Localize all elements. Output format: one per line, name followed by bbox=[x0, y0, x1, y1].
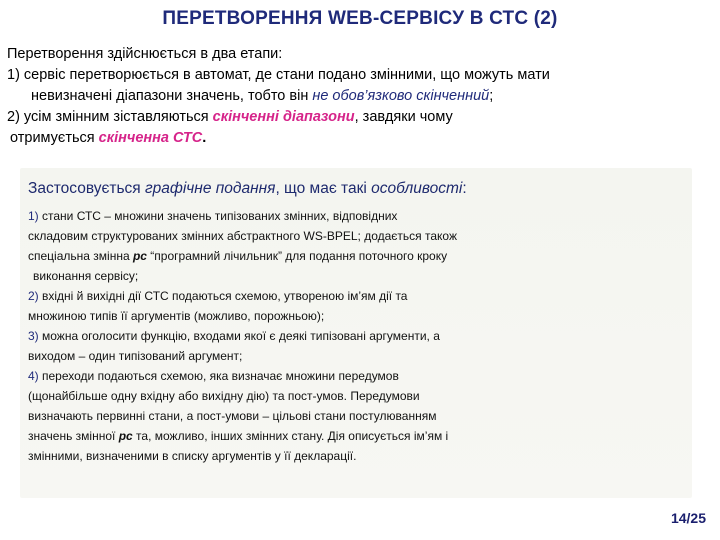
feature-item-2 bbox=[28, 286, 588, 306]
feature-item-4-line bbox=[28, 426, 588, 446]
intro-step-1-cont bbox=[7, 86, 707, 107]
lead-emphasis-2: особливості bbox=[371, 180, 463, 197]
slide-title: ПЕРЕТВОРЕННЯ WEB-СЕРВІСУ В СТС (2) bbox=[162, 8, 558, 29]
intro-block bbox=[7, 44, 707, 149]
lead-text-a: Застосовується bbox=[28, 180, 145, 197]
feature-number: 3) bbox=[28, 329, 39, 343]
intro-step-1 bbox=[7, 65, 707, 86]
feature-text: спеціальна змінна bbox=[28, 249, 133, 263]
feature-text: значень змінної bbox=[28, 429, 119, 443]
page-number: 14/25 bbox=[670, 510, 706, 526]
intro-step-2-emphasis-2: скінченна СТС bbox=[98, 130, 203, 146]
intro-step-2-emphasis: скінченні діапазони bbox=[212, 109, 355, 125]
feature-item-1-line: складовим структурованих змінних абстрактного WS-BPEL; додається також bbox=[28, 229, 457, 243]
feature-item-3-line: виходом – один типізований аргумент; bbox=[28, 349, 243, 363]
features-lead bbox=[28, 178, 668, 200]
feature-item-2-line: множиною типів її аргументів (можливо, порожньою); bbox=[28, 309, 325, 323]
feature-text: можна оголосити функцію, входами якої є деякі типізовані аргументи, а bbox=[38, 329, 440, 343]
intro-step-1-end: ; bbox=[489, 88, 494, 104]
feature-item-1-line: виконання сервісу; bbox=[33, 269, 139, 283]
intro-step-1-emphasis: не обов’язково скінченний bbox=[312, 88, 490, 104]
feature-number: 4) bbox=[28, 369, 39, 383]
intro-step-2-text-c: отримується bbox=[10, 130, 99, 146]
feature-item-1-line bbox=[28, 246, 588, 266]
feature-text: переходи подаються схемою, яка визначає множини передумов bbox=[38, 369, 399, 383]
feature-item-4-line: визначають первинні стани, а пост-умови – цільові стани постулюванням bbox=[28, 409, 437, 423]
intro-step-1-text: 1) сервіс перетворюється в автомат, де стани подано змінними, що можуть мати bbox=[7, 67, 550, 83]
feature-item-4-line: змінними, визначеними в списку аргументів у її декларації. bbox=[28, 449, 357, 463]
intro-step-2-end: . bbox=[202, 130, 207, 146]
feature-item-3 bbox=[28, 326, 588, 346]
feature-text: стани СТС – множини значень типізованих змінних, відповідних bbox=[38, 209, 398, 223]
features-list bbox=[28, 206, 588, 466]
lead-emphasis-1: графічне подання bbox=[145, 180, 276, 197]
intro-step-2 bbox=[7, 107, 707, 128]
lead-text-c: : bbox=[462, 180, 467, 197]
feature-item-1 bbox=[28, 206, 588, 226]
feature-text: та, можливо, інших змінних стану. Дія описується ім’ям і bbox=[132, 429, 449, 443]
feature-text: вхідні й вихідні дії СТС подаються схемою, утвореною ім’ям дії та bbox=[38, 289, 408, 303]
feature-text: “програмний лічильник” для подання поточного кроку bbox=[146, 249, 448, 263]
feature-number: 2) bbox=[28, 289, 39, 303]
intro-step-2-text-b: , завдяки чому bbox=[354, 109, 453, 125]
intro-step-2-cont bbox=[7, 128, 707, 149]
feature-item-4-line: (щонайбільше одну вхідну або вихідну дію) та пост-умов. Передумови bbox=[28, 389, 420, 403]
intro-step-2-text: 2) усім змінним зіставляються bbox=[7, 109, 213, 125]
pc-variable: pc bbox=[118, 429, 133, 443]
feature-item-4 bbox=[28, 366, 588, 386]
intro-step-1-text-b: невизначені діапазони значень, тобто він bbox=[31, 88, 313, 104]
intro-line: Перетворення здійснюється в два етапи: bbox=[7, 46, 283, 62]
pc-variable: pc bbox=[132, 249, 147, 263]
lead-text-b: , що має такі bbox=[275, 180, 372, 197]
feature-number: 1) bbox=[28, 209, 39, 223]
